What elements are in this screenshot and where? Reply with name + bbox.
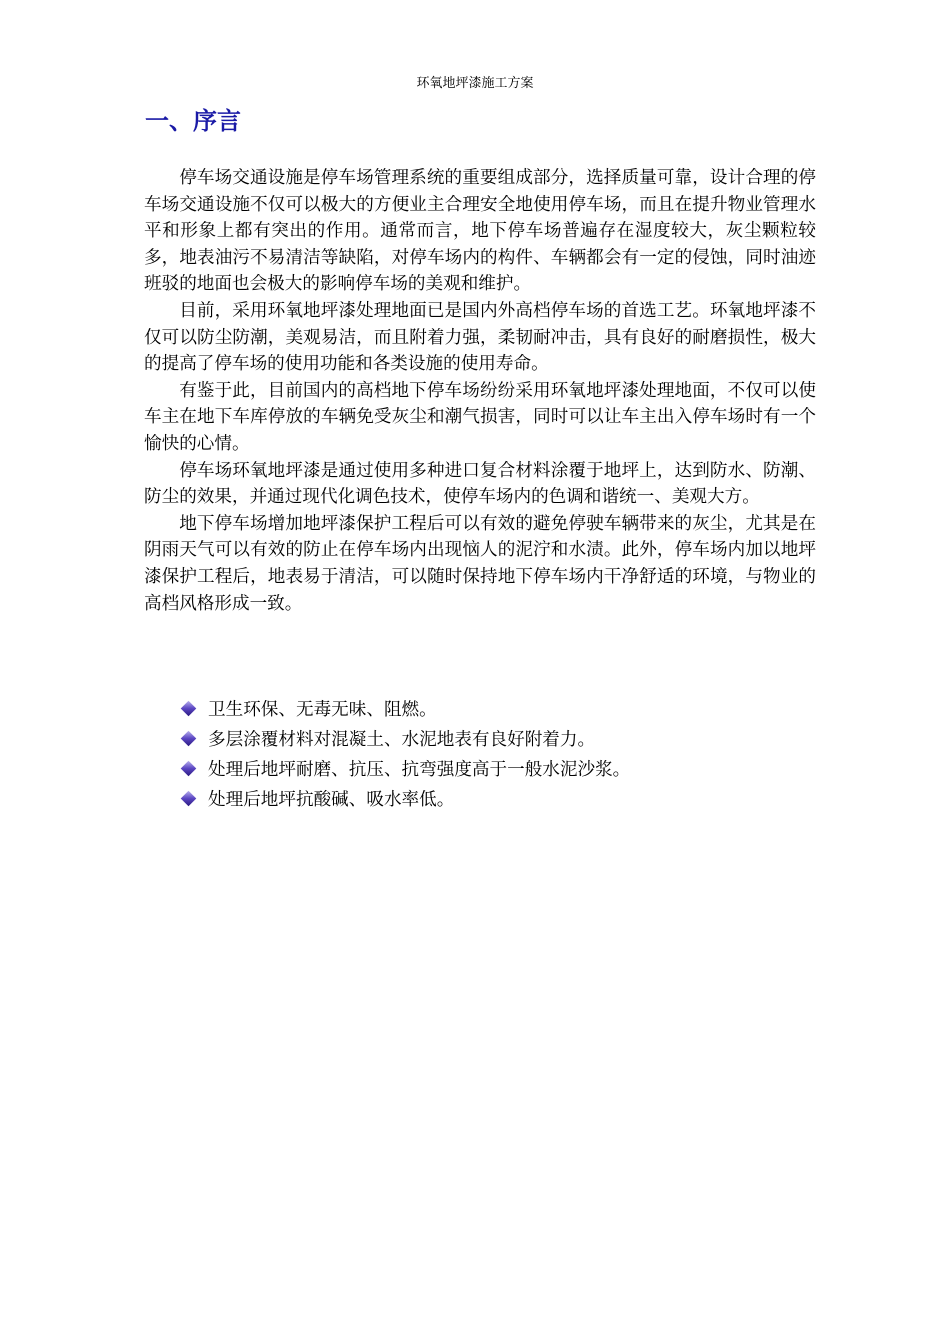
diamond-icon: [181, 700, 197, 716]
diamond-icon: [181, 790, 197, 806]
bullet-item: [180, 753, 820, 783]
bullet-item: [180, 723, 820, 753]
bullet-text: 处理后地坪抗酸碱、吸水率低。: [208, 789, 455, 810]
bullet-text: 处理后地坪耐磨、抗压、抗弯强度高于一般水泥沙浆。: [208, 759, 631, 780]
paragraph: 停车场环氧地坪漆是通过使用多种进口复合材料涂覆于地坪上，达到防水、防潮、防尘的效果，并通过现代化调色技术，使停车场内的色调和谐统一、美观大方。: [144, 460, 816, 508]
paragraph: 有鉴于此，目前国内的高档地下停车场纷纷采用环氧地坪漆处理地面，不仅可以使车主在地下车库停放的车辆免受灰尘和潮气损害，同时可以让车主出入停车场时有一个愉快的心情。: [144, 380, 816, 454]
section-title: 一、序言: [145, 107, 241, 135]
running-header: 环氧地坪漆施工方案: [416, 76, 534, 91]
body-text: [144, 165, 816, 617]
paragraph: 地下停车场增加地坪漆保护工程后可以有效的避免停驶车辆带来的灰尘，尤其是在阴雨天气可以有效的防止在停车场内出现恼人的泥泞和水渍。此外，停车场内加以地坪漆保护工程后，地表易于清洁，可以随时保持地下停车场内干净舒适的环境，与物业的高档风格形成一致。: [144, 513, 816, 614]
bullet-item: [180, 783, 820, 813]
bullet-item: [180, 693, 820, 723]
diamond-icon: [181, 730, 197, 746]
paragraph: 目前，采用环氧地坪漆处理地面已是国内外高档停车场的首选工艺。环氧地坪漆不仅可以防尘防潮，美观易洁，而且附着力强，柔韧耐冲击，具有良好的耐磨损性，极大的提高了停车场的使用功能和各类设施的使用寿命。: [144, 300, 816, 375]
diamond-icon: [181, 760, 197, 776]
bullet-text: 多层涂覆材料对混凝土、水泥地表有良好附着力。: [208, 729, 596, 750]
bullet-text: 卫生环保、无毒无味、阻燃。: [208, 699, 437, 720]
feature-bullet-list: [180, 693, 820, 813]
paragraph: 停车场交通设施是停车场管理系统的重要组成部分，选择质量可靠，设计合理的停车场交通设施不仅可以极大的方便业主合理安全地使用停车场，而且在提升物业管理水平和形象上都有突出的作用。通常而言，地下停车场普遍存在湿度较大，灰尘颗粒较多，地表油污不易清洁等缺陷，对停车场内的构件、车辆都会有一定的侵蚀，同时油迹班驳的地面也会极大的影响停车场的美观和维护。: [144, 168, 816, 295]
